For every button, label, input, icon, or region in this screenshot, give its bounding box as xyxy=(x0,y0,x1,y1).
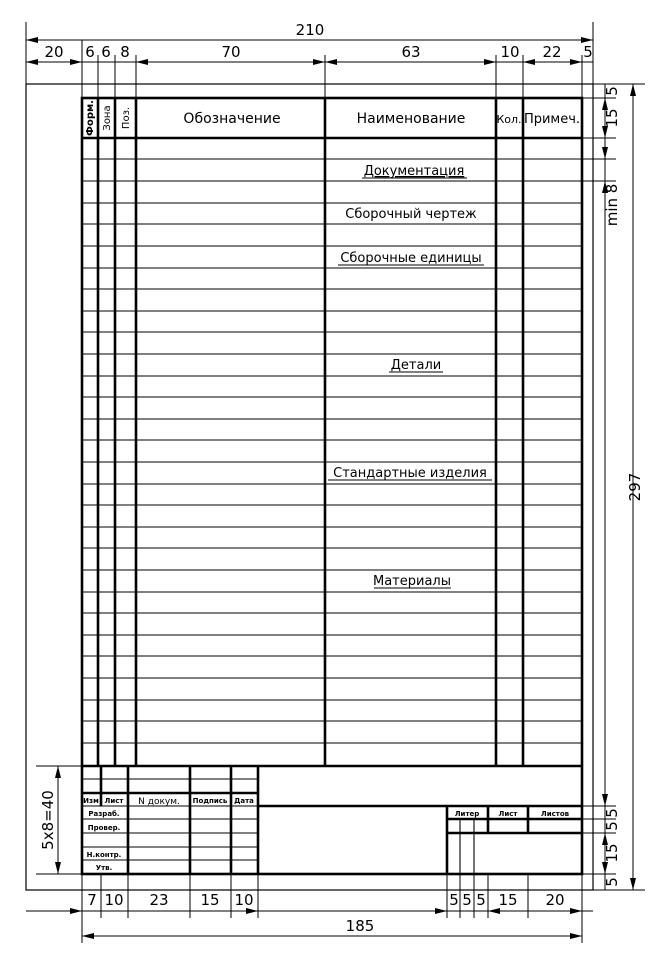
tb-doc-number: N докум. xyxy=(138,797,180,807)
dim-label-margin-right: 5 xyxy=(583,43,593,61)
tb-letter: Литер xyxy=(454,810,480,818)
dim-label-lit-a: 5 xyxy=(449,891,459,909)
sheet-border xyxy=(26,84,593,890)
dim-label-tb-c: 15 xyxy=(603,843,621,863)
tb-signature: Подпись xyxy=(192,797,228,805)
tb-checked: Провер. xyxy=(87,824,121,832)
dim-label-tb-a: 5 xyxy=(603,808,621,818)
header-zone: Зона xyxy=(102,105,113,131)
header-format: Форм. xyxy=(85,100,96,136)
dim-label-pos: 8 xyxy=(120,43,130,61)
tb-sheets-label: Листов xyxy=(540,810,570,818)
dim-label-40: 5x8=40 xyxy=(39,790,57,850)
dim-label-col-d: 15 xyxy=(200,891,220,909)
dim-label-top-margin: 5 xyxy=(603,86,621,96)
dim-label-bottom-margin: 5 xyxy=(603,877,621,887)
dim-left-title-block xyxy=(36,766,82,874)
tb-date: Дата xyxy=(234,797,254,805)
title-block xyxy=(82,766,582,874)
dim-bottom-columns xyxy=(26,891,593,914)
dim-label-margin-left: 20 xyxy=(44,43,64,61)
tb-developed: Разраб. xyxy=(88,810,120,818)
dim-label-col-c: 23 xyxy=(149,891,169,909)
dim-label-designation: 70 xyxy=(221,43,241,61)
dim-overall-width xyxy=(26,21,593,43)
dim-label-col-b: 10 xyxy=(104,891,124,909)
table-row-lines xyxy=(82,159,582,743)
table-column-lines xyxy=(98,98,523,766)
header-quantity: Кол. xyxy=(496,113,522,126)
section-documentation: Документация xyxy=(363,164,465,179)
section-assembly-units: Сборочные единицы xyxy=(340,251,482,266)
tb-sheet-label: Лист xyxy=(498,810,518,818)
dim-label-sheet: 15 xyxy=(498,891,518,909)
dim-label-qty: 10 xyxy=(500,43,520,61)
dim-label-row-min: min 8 xyxy=(603,183,621,227)
header-designation: Обозначение xyxy=(183,111,281,127)
section-parts: Детали xyxy=(390,358,442,373)
dim-label-lit-b: 5 xyxy=(462,891,472,909)
section-assembly-drawing: Сборочный чертеж xyxy=(345,207,477,222)
tb-approved: Утв. xyxy=(95,864,113,872)
dim-top-columns xyxy=(26,43,593,65)
dim-label-form: 6 xyxy=(85,43,95,61)
dim-label-210: 210 xyxy=(295,21,325,39)
header-name: Наименование xyxy=(356,111,466,127)
dim-label-297: 297 xyxy=(626,472,644,502)
drawing-frame xyxy=(82,98,582,874)
dim-label-tb-b: 5 xyxy=(603,821,621,831)
dim-label-zone: 6 xyxy=(101,43,111,61)
dim-label-185: 185 xyxy=(345,917,375,935)
dim-label-name: 63 xyxy=(401,43,421,61)
tb-norm-control: Н.контр. xyxy=(86,851,122,859)
tb-sheet: Лист xyxy=(104,797,124,805)
dim-label-sheets: 20 xyxy=(545,891,565,909)
dim-label-note: 22 xyxy=(542,43,562,61)
dim-label-col-a: 7 xyxy=(87,891,97,909)
dim-right-heights xyxy=(602,84,644,890)
dim-label-col-e: 10 xyxy=(234,891,254,909)
header-position: Поз. xyxy=(121,106,132,130)
tb-change: Изм xyxy=(83,797,99,805)
header-note: Примеч. xyxy=(523,112,581,127)
section-materials: Материалы xyxy=(373,574,451,589)
section-standard-items: Стандартные изделия xyxy=(333,466,487,481)
dim-bottom-overall xyxy=(82,917,582,939)
dim-label-header-height: 15 xyxy=(603,108,621,128)
dim-label-lit-c: 5 xyxy=(476,891,486,909)
